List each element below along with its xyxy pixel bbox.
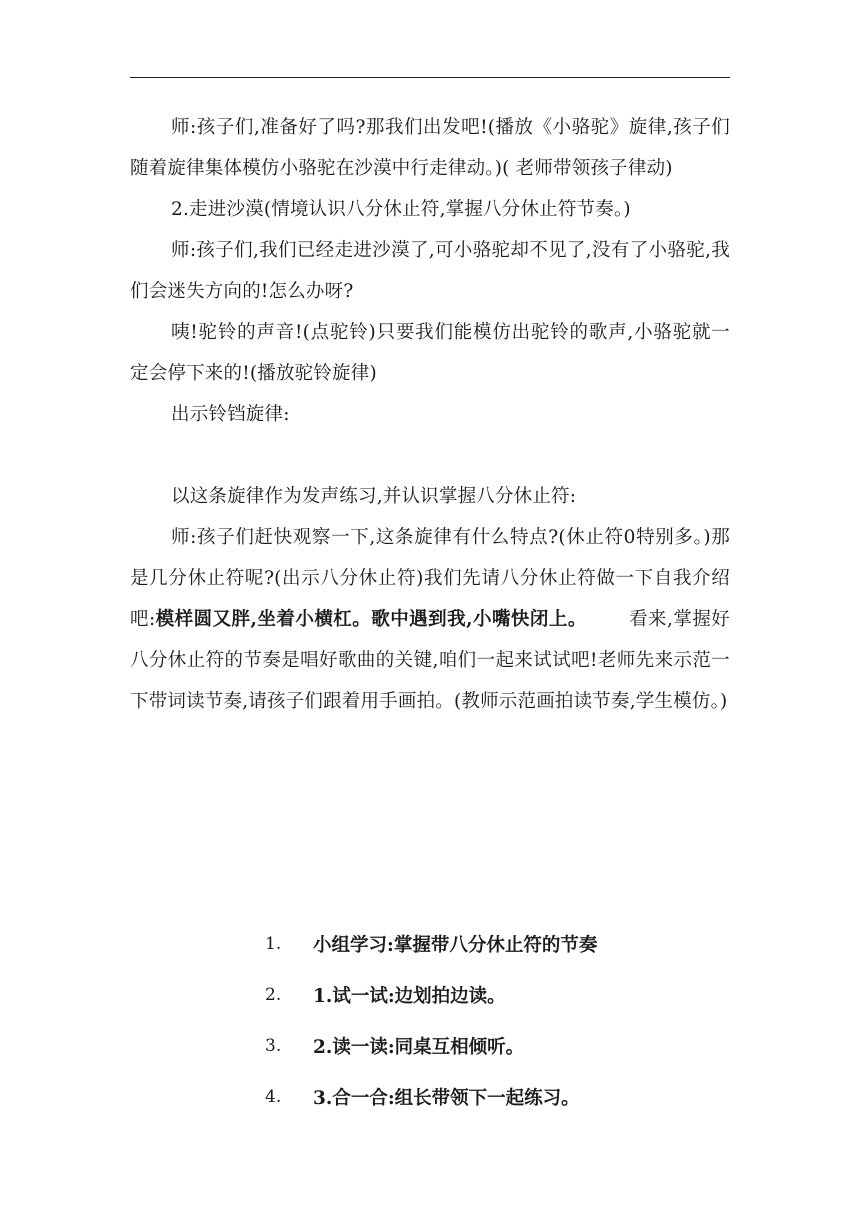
list-number: 3. xyxy=(265,1035,282,1056)
list-number: 2. xyxy=(265,984,282,1005)
paragraph-text: 看来,掌握好八分休止符的节奏是唱好歌曲的关键,咱们一起来试试吧!老师先来示范一下带词读节奏,请孩子们跟着用手画拍。(教师示范画拍读节奏,学生模仿。) xyxy=(130,609,730,712)
list-number: 1. xyxy=(265,933,282,954)
paragraph-text: 师:孩子们赶快观察一下,这条旋律有什么特点?(休止符0特别多。)那是几分休止符呢?(出示八分休止符)我们先请八分休止符做一下自我介绍吧: xyxy=(130,527,730,630)
list-text: 3.合一合:组长带领下一起练习。 xyxy=(313,1087,580,1109)
numbered-list xyxy=(265,918,735,1122)
list-item xyxy=(265,918,735,969)
paragraph: 师:孩子们,准备好了吗?那我们出发吧!(播放《小骆驼》旋律,孩子们随着旋律集体模仿小骆驼在沙漠中行走律动。)( 老师带领孩子律动) xyxy=(130,117,730,179)
list-item xyxy=(265,1071,735,1122)
list-item xyxy=(265,1020,735,1071)
list-number: 4. xyxy=(265,1086,282,1107)
paragraph: 师:孩子们,我们已经走进沙漠了,可小骆驼却不见了,没有了小骆驼,我们会迷失方向的!怎么办呀? xyxy=(130,240,730,302)
paragraph: 咦!驼铃的声音!(点驼铃)只要我们能模仿出驼铃的歌声,小骆驼就一定会停下来的!(播放驼铃旋律) xyxy=(130,322,730,384)
paragraph: 出示铃铛旋律: xyxy=(171,404,290,425)
list-item xyxy=(265,969,735,1020)
list-text: 小组学习:掌握带八分休止符的节奏 xyxy=(313,934,598,956)
paragraph-intro xyxy=(130,517,730,722)
melody-placeholder xyxy=(130,435,730,476)
document-body xyxy=(130,107,730,722)
list-text: 1.试一试:边划拍边读。 xyxy=(313,985,506,1007)
paragraph: 以这条旋律作为发声练习,并认识掌握八分休止符: xyxy=(171,486,577,507)
paragraph: 2.走进沙漠(情境认识八分休止符,掌握八分休止符节奏。) xyxy=(171,199,631,220)
header-rule xyxy=(130,77,730,78)
list-text: 2.读一读:同桌互相倾听。 xyxy=(313,1036,525,1058)
rhyme-text: 模样圆又胖,坐着小横杠。歌中遇到我,小嘴快闭上。 xyxy=(155,609,587,630)
